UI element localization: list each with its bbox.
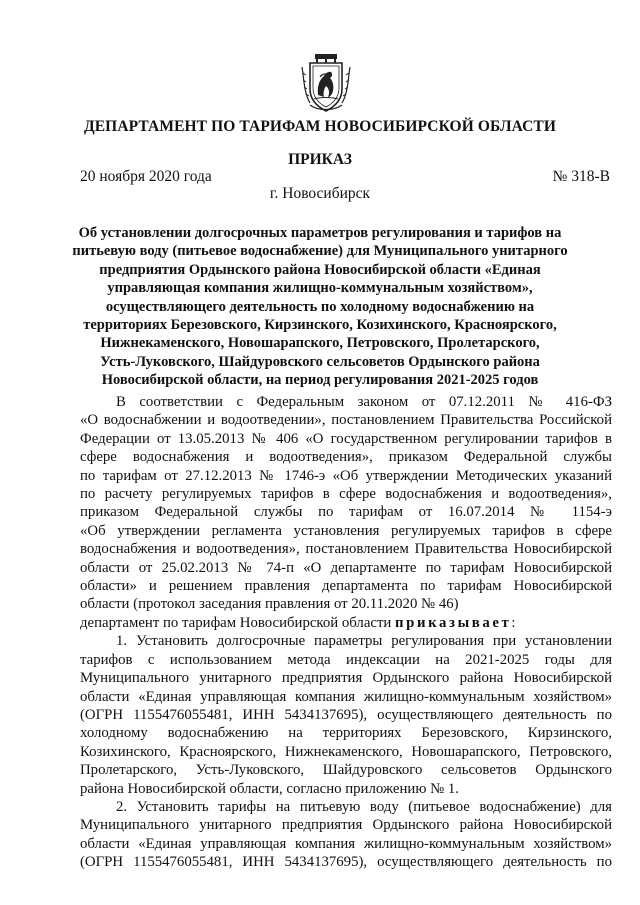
body-line: 2. Установить тарифы на питьевую воду (питьевое водоснабжение) для	[116, 798, 612, 815]
body-line: района Новосибирской области, согласно приложению № 1.	[80, 780, 459, 797]
body-line: области (протокол заседания правления от 20.11.2020 № 46)	[80, 596, 459, 613]
document-body	[80, 393, 612, 872]
body-line: В соответствии с Федеральным законом от 07.12.2011 № 416-ФЗ	[116, 394, 612, 410]
body-line: «Об утверждении регламента установления регулируемых тарифов в сфере	[80, 522, 612, 539]
item-2-paragraph	[80, 798, 612, 872]
body-line: холодному водоснабжению на территориях Березовского, Кирзинского,	[80, 725, 612, 742]
body-line: области» и решением правления департамента по тарифам Новосибирской	[80, 578, 612, 595]
body-line: (ОГРН 1155476055481, ИНН 5434137695), осуществляющего деятельность по	[80, 706, 612, 723]
order-date: 20 ноября 2020 года	[80, 168, 212, 185]
title-line: управляющая компания жилищно-коммунальным хозяйством»,	[107, 280, 533, 297]
body-line: Муниципального унитарного предприятия Ордынского района Новосибирской	[80, 817, 612, 834]
department-name: ДЕПАРТАМЕНТ ПО ТАРИФАМ НОВОСИБИРСКОЙ ОБЛАСТИ	[83, 118, 557, 135]
title-line: осуществляющего деятельность по холодному водоснабжению на	[105, 298, 535, 315]
body-line: тарифов с использованием метода индексации на 2021-2025 годы для	[80, 651, 612, 668]
body-line: области от 25.02.2013 № 74-п «О департаменте по тарифам Новосибирской	[80, 559, 612, 576]
coat-of-arms-icon	[300, 53, 352, 113]
body-line: Федерации от 13.05.2013 № 406 «О государственном регулировании тарифов в	[80, 430, 612, 447]
body-line: приказом Федеральной службы по тарифам от 16.07.2014 № 1154-э	[80, 504, 612, 521]
body-line: водоснабжения и водоотведения», постановлением Правительства Новосибирской	[80, 541, 612, 558]
item-1-paragraph	[80, 632, 612, 798]
body-line: сфере водоснабжения и водоотведения», приказом Федеральной службы	[80, 449, 612, 466]
order-number: № 318-В	[552, 168, 610, 185]
body-line: Муниципального унитарного предприятия Ордынского района Новосибирской	[80, 670, 612, 687]
title-line: Нижнекаменского, Новошарапского, Петровского, Пролетарского,	[100, 335, 540, 352]
body-line: Пролетарского, Усть-Луковского, Шайдуровского сельсоветов Ордынского	[80, 762, 612, 779]
title-line: Об установлении долгосрочных параметров регулирования и тарифов на	[78, 225, 562, 241]
body-line: (ОГРН 1155476055481, ИНН 5434137695), осуществляющего деятельность по	[80, 854, 612, 871]
orders-colon: :	[511, 614, 516, 631]
body-line: по тарифам от 27.12.2013 № 1746-э «Об утверждении Методических указаний	[80, 467, 612, 484]
title-line: территориях Березовского, Кирзинского, Козихинского, Красноярского,	[83, 317, 557, 334]
orders-line	[80, 614, 612, 632]
order-city: г. Новосибирск	[269, 185, 371, 202]
body-line: по расчету регулируемых тарифов в сфере водоснабжения и водоотведения»,	[80, 486, 612, 503]
order-title: ПРИКАЗ	[288, 151, 352, 168]
body-line: Козихинского, Красноярского, Нижнекаменского, Новошарапского, Петровского,	[80, 743, 612, 760]
title-line: питьевую воду (питьевое водоснабжение) для Муниципального унитарного	[72, 243, 568, 260]
title-line: Усть-Луковского, Шайдуровского сельсоветов Ордынского района	[100, 353, 540, 370]
body-line: 1. Установить долгосрочные параметры регулирования при установлении	[116, 633, 612, 650]
body-line: области «Единая управляющая компания жилищно-коммунальным хозяйством»	[80, 688, 612, 705]
body-line: области «Единая управляющая компания жилищно-коммунальным хозяйством»	[80, 835, 612, 852]
title-line: предприятия Ордынского района Новосибирской области «Единая	[99, 261, 541, 278]
orders-word: приказывает	[395, 614, 512, 631]
body-line: «О водоснабжении и водоотведении», постановлением Правительства Российской	[80, 412, 612, 429]
orders-intro: департамент по тарифам Новосибирской области	[80, 614, 392, 631]
title-line: Новосибирской области, на период регулирования 2021-2025 годов	[101, 372, 539, 389]
order-subject-title	[64, 224, 576, 390]
preamble-paragraph	[80, 393, 612, 614]
